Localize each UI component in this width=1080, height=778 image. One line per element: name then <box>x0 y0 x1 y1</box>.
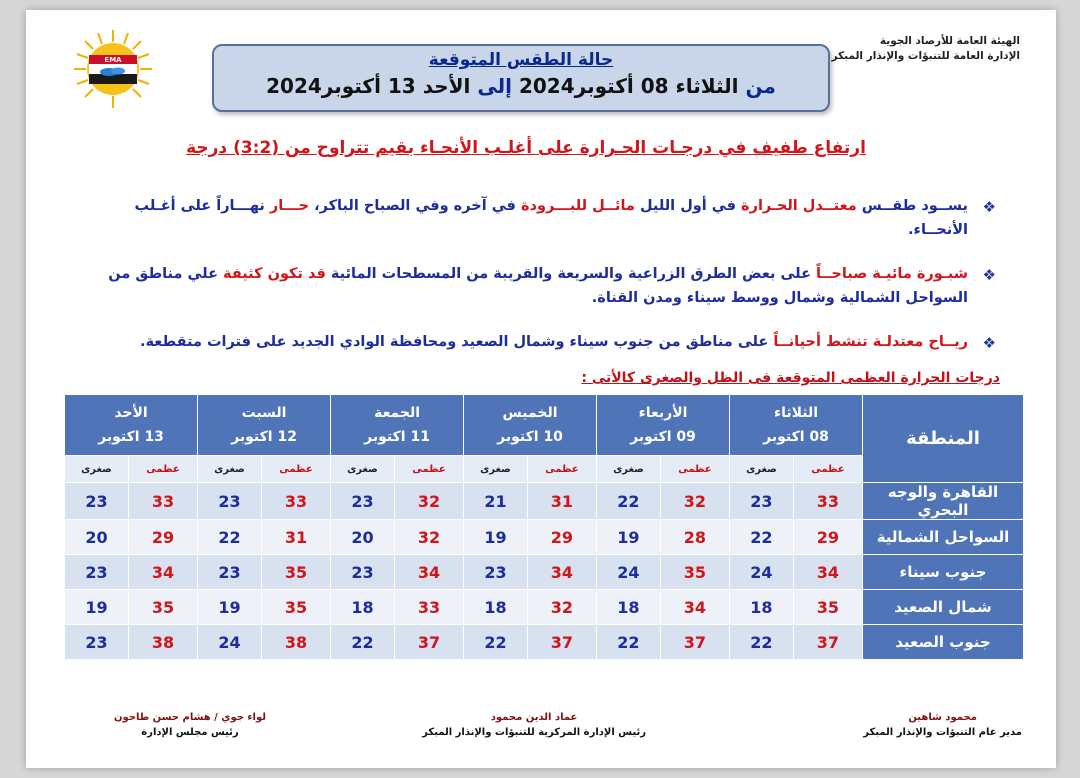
max-temp-cell: 33 <box>261 483 330 520</box>
min-temp-cell: 22 <box>730 520 794 555</box>
max-temp-cell: 37 <box>394 625 463 660</box>
bullet-text: ريــاح معتدلـة تنشط أحيانــاً <box>773 334 968 350</box>
region-header: المنطقة <box>863 395 1024 483</box>
bullet-text: على بعض الطرق الزراعية والسريعة والقريبة من المسطحات المائية <box>325 266 817 282</box>
max-temp-cell: 33 <box>793 483 862 520</box>
max-temp-cell: 35 <box>128 590 197 625</box>
min-temp-cell: 23 <box>65 625 129 660</box>
signature-name: عماد الدين محمود <box>490 712 578 723</box>
diamond-bullet-icon: ❖ <box>982 266 996 284</box>
max-temp-cell: 34 <box>793 555 862 590</box>
min-temp-cell: 18 <box>730 590 794 625</box>
day-header <box>730 395 863 456</box>
day-name: الأربعاء <box>638 405 688 421</box>
region-name: السواحل الشمالية <box>863 520 1024 555</box>
forecast-bullet <box>106 262 996 310</box>
day-date: 13 اكتوبر <box>98 429 164 445</box>
max-temp-cell: 29 <box>793 520 862 555</box>
table-row <box>65 555 1024 590</box>
max-temp-cell: 37 <box>660 625 729 660</box>
min-temp-cell: 22 <box>331 625 395 660</box>
min-temp-cell: 23 <box>65 483 129 520</box>
max-temp-cell: 31 <box>261 520 330 555</box>
min-temp-cell: 24 <box>730 555 794 590</box>
title-label: حالة الطقس المتوقعة <box>428 50 614 70</box>
signature-title: رئيس مجلس الإدارة <box>141 727 239 738</box>
bullet-text: معتــدل الحـرارة <box>741 198 857 214</box>
max-temp-cell: 35 <box>660 555 729 590</box>
date-range <box>214 74 828 98</box>
signature-title: رئيس الإدارة المركزية للتنبؤات والإنذار المبكر <box>422 727 646 738</box>
table-row <box>65 520 1024 555</box>
min-label: صغرى <box>65 456 129 483</box>
from-date: الثلاثاء 08 أكتوبر2024 <box>518 74 739 98</box>
min-temp-cell: 19 <box>597 520 661 555</box>
min-temp-cell: 22 <box>597 625 661 660</box>
max-temp-cell: 37 <box>527 625 596 660</box>
max-temp-cell: 34 <box>394 555 463 590</box>
forecast-sheet <box>26 10 1056 768</box>
day-date: 10 اكتوبر <box>497 429 563 445</box>
max-temp-cell: 35 <box>261 590 330 625</box>
min-temp-cell: 22 <box>464 625 528 660</box>
min-temp-cell: 19 <box>65 590 129 625</box>
day-name: الخميس <box>502 405 558 421</box>
min-temp-cell: 18 <box>331 590 395 625</box>
bullet-text: على مناطق من جنوب سيناء وشمال الصعيد ومحافظة الوادي الجديد على فترات متقطعة. <box>139 334 774 350</box>
table-row <box>65 590 1024 625</box>
day-header-row <box>65 395 1024 456</box>
diamond-bullet-icon: ❖ <box>982 198 996 216</box>
min-temp-cell: 22 <box>597 483 661 520</box>
region-name: شمال الصعيد <box>863 590 1024 625</box>
day-name: الأحد <box>114 405 148 421</box>
org-department: الإدارة العامة للتنبؤات والإنذار المبكر <box>831 50 1020 62</box>
day-name: الثلاثاء <box>773 405 819 421</box>
min-temp-cell: 18 <box>597 590 661 625</box>
forecast-bullet <box>106 194 996 242</box>
max-label: عظمى <box>394 456 463 483</box>
table-caption: درجات الحرارة العظمى المتوقعة فى الظل والصغرى كالأتى : <box>581 370 1000 386</box>
signature-name: لواء جوي / هشام حسن طاحون <box>113 712 266 723</box>
forecast-bullet <box>106 330 996 354</box>
region-name: القاهرة والوجه البحري <box>863 483 1024 520</box>
signature-2 <box>422 710 646 740</box>
max-label: عظمى <box>261 456 330 483</box>
min-temp-cell: 20 <box>331 520 395 555</box>
temperature-table <box>64 394 1024 660</box>
from-word: من <box>745 74 776 98</box>
bullet-text: في آخره وفي الصباح الباكر، <box>309 198 521 214</box>
min-temp-cell: 22 <box>730 625 794 660</box>
table-row <box>65 625 1024 660</box>
day-date: 09 اكتوبر <box>630 429 696 445</box>
min-label: صغرى <box>331 456 395 483</box>
max-temp-cell: 31 <box>527 483 596 520</box>
max-temp-cell: 29 <box>128 520 197 555</box>
min-label: صغرى <box>198 456 262 483</box>
max-temp-cell: 33 <box>128 483 197 520</box>
min-temp-cell: 23 <box>198 555 262 590</box>
max-temp-cell: 34 <box>660 590 729 625</box>
min-temp-cell: 23 <box>198 483 262 520</box>
org-name: الهيئة العامة للأرصاد الجوية <box>879 35 1020 47</box>
day-header <box>331 395 464 456</box>
to-word: إلى <box>477 74 512 98</box>
max-temp-cell: 32 <box>660 483 729 520</box>
min-temp-cell: 23 <box>65 555 129 590</box>
diamond-bullet-icon: ❖ <box>982 334 996 352</box>
max-temp-cell: 34 <box>527 555 596 590</box>
bullet-text: حـــار <box>269 198 310 214</box>
max-label: عظمى <box>527 456 596 483</box>
day-date: 12 اكتوبر <box>231 429 297 445</box>
max-temp-cell: 32 <box>394 520 463 555</box>
min-temp-cell: 23 <box>331 555 395 590</box>
headline: ارتفاع طفيف في درجـات الحـرارة على أغلـب الأنحـاء بقيم تتراوح من (3:2) درجة <box>186 138 866 158</box>
logo-text: EMA <box>104 56 122 64</box>
max-label: عظمى <box>660 456 729 483</box>
min-temp-cell: 24 <box>198 625 262 660</box>
min-temp-cell: 20 <box>65 520 129 555</box>
min-temp-cell: 23 <box>331 483 395 520</box>
max-temp-cell: 35 <box>793 590 862 625</box>
signature-3 <box>114 710 266 740</box>
max-label: عظمى <box>793 456 862 483</box>
bullet-text: في أول الليل <box>634 198 742 214</box>
min-temp-cell: 24 <box>597 555 661 590</box>
day-header <box>198 395 331 456</box>
min-temp-cell: 23 <box>730 483 794 520</box>
day-name: الجمعة <box>374 405 421 421</box>
max-temp-cell: 29 <box>527 520 596 555</box>
max-label: عظمى <box>128 456 197 483</box>
min-temp-cell: 23 <box>464 555 528 590</box>
organization-header <box>832 34 1020 64</box>
signature-1 <box>863 710 1022 740</box>
bullet-text: شبـورة مائيـة صباحــاً <box>816 266 968 282</box>
max-temp-cell: 35 <box>261 555 330 590</box>
table-row <box>65 483 1024 520</box>
bullet-text: نهـــاراً على أغـلب الأنحــاء. <box>134 198 968 238</box>
bullet-text: يســود طقــس <box>856 198 968 214</box>
signature-name: محمود شاهين <box>908 712 977 723</box>
to-date: الأحد 13 أكتوبر2024 <box>266 74 471 98</box>
day-date: 08 اكتوبر <box>763 429 829 445</box>
max-temp-cell: 34 <box>128 555 197 590</box>
max-temp-cell: 38 <box>128 625 197 660</box>
max-temp-cell: 33 <box>394 590 463 625</box>
bullet-text: قد تكون كثيفة <box>223 266 326 282</box>
day-header <box>597 395 730 456</box>
forecast-bullets <box>106 194 996 374</box>
title-box <box>212 44 830 112</box>
bullet-text: علي مناطق من السواحل الشمالية وشمال ووسط سيناء ومدن القناة. <box>108 266 968 306</box>
max-temp-cell: 32 <box>527 590 596 625</box>
min-temp-cell: 19 <box>198 590 262 625</box>
day-name: السبت <box>241 405 287 421</box>
min-temp-cell: 22 <box>198 520 262 555</box>
ema-logo <box>72 28 154 110</box>
table-body <box>65 483 1024 660</box>
min-label: صغرى <box>730 456 794 483</box>
max-temp-cell: 38 <box>261 625 330 660</box>
min-temp-cell: 18 <box>464 590 528 625</box>
region-name: جنوب الصعيد <box>863 625 1024 660</box>
day-header <box>464 395 597 456</box>
min-label: صغرى <box>597 456 661 483</box>
max-temp-cell: 32 <box>394 483 463 520</box>
signature-title: مدير عام التنبؤات والإنذار المبكر <box>863 727 1022 738</box>
day-date: 11 اكتوبر <box>364 429 430 445</box>
min-temp-cell: 21 <box>464 483 528 520</box>
day-header <box>65 395 198 456</box>
max-temp-cell: 37 <box>793 625 862 660</box>
bullet-text: مائــل للبـــرودة <box>520 198 635 214</box>
max-temp-cell: 28 <box>660 520 729 555</box>
min-temp-cell: 19 <box>464 520 528 555</box>
min-label: صغرى <box>464 456 528 483</box>
region-name: جنوب سيناء <box>863 555 1024 590</box>
